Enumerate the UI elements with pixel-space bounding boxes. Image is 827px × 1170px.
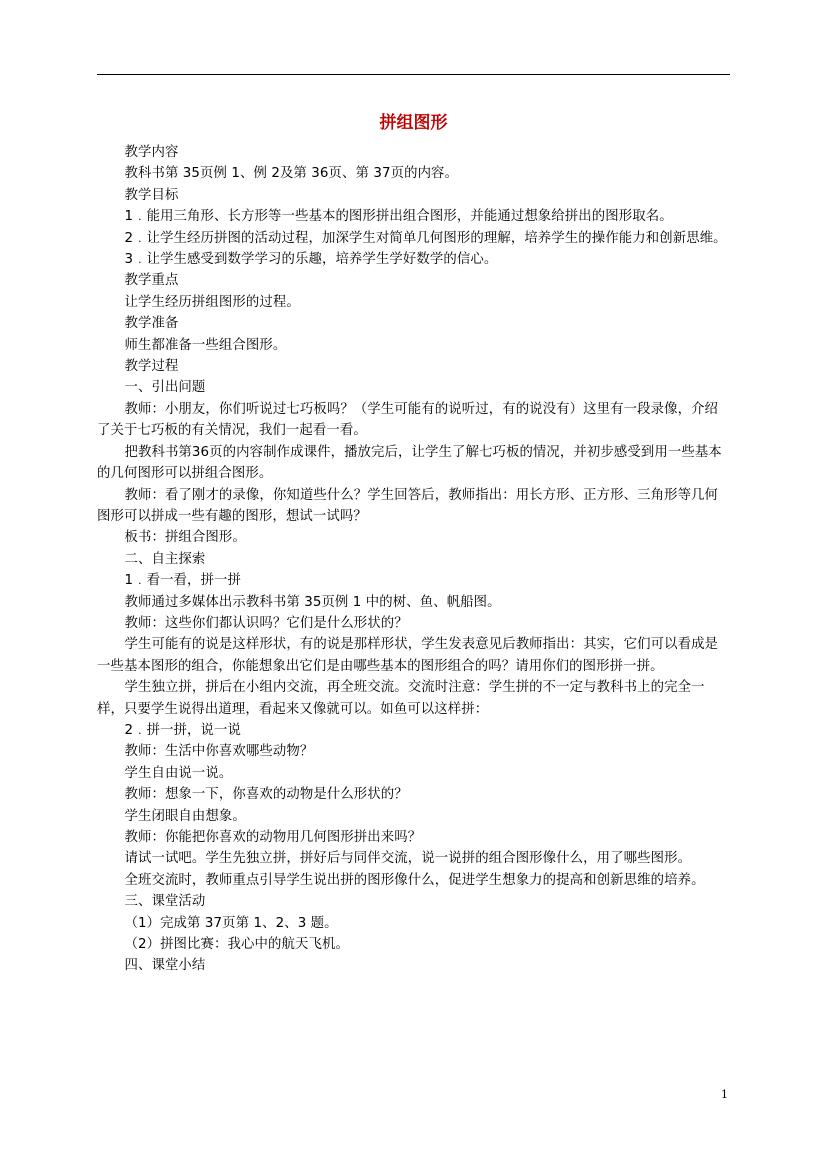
paragraph: 教师：看了刚才的录像，你知道些什么？学生回答后，教师指出：用长方形、正方形、三角形等几何图形可以拼成一些有趣的图形，想试一试吗？ — [97, 487, 719, 524]
paragraph: 教师：小朋友，你们听说过七巧板吗？（学生可能有的说听过，有的说没有）这里有一段录像，介绍了关于七巧板的有关情况，我们一起看一看。 — [97, 401, 719, 439]
paragraph: 三、课堂活动 — [124, 894, 206, 910]
header-rule — [97, 74, 730, 75]
paragraph: 学生可能有的说是这样形状，有的说是那样形状，学生发表意见后教师指出：其实，它们可以看成是一些基本图形的组合，你能想象出它们是由哪些基本的图形组合的吗？请用你们的图形拼一拼。 — [97, 637, 719, 674]
page-number: 1 — [721, 1088, 728, 1101]
paragraph: 请试一试吧。学生先独立拼，拼好后与同伴交流，说一说拼的组合图形像什么，用了哪些图形。 — [124, 851, 692, 867]
paragraph: 1﹒看一看，拼一拼 — [124, 573, 242, 589]
paragraph: 教师：生活中你喜欢哪些动物？ — [124, 744, 314, 760]
paragraph: 全班交流时，教师重点引导学生说出拼的图形像什么，促进学生想象力的提高和创新思维的培养。 — [124, 872, 705, 888]
paragraph: 学生闭眼自由想象。 — [124, 808, 246, 824]
paragraph: 学生独立拼，拼后在小组内交流，再全班交流。交流时注意：学生拼的不一定与教科书上的完全一样，只要学生说得出道理，看起来又像就可以。如鱼可以这样拼： — [97, 680, 705, 717]
paragraph: 3﹒让学生感受到数学学习的乐趣，培养学生学好数学的信心。 — [124, 252, 498, 268]
paragraph: 教学重点 — [124, 273, 179, 289]
paragraph: 板书：拼组合图形。 — [124, 530, 246, 546]
paragraph: 师生都准备一些组合图形。 — [124, 337, 287, 353]
paragraph: 教学目标 — [124, 187, 179, 203]
paragraph: 教学内容 — [124, 145, 179, 160]
paragraph: 学生自由说一说。 — [124, 765, 233, 781]
paragraph: （1）完成第 37页第 1、2、3 题。 — [124, 915, 338, 931]
paragraph: 让学生经历拼组图形的过程。 — [124, 294, 300, 310]
document-title: 拼组图形 — [379, 113, 448, 133]
paragraph: 教师通过多媒体出示教科书第 35页例 1 中的树、鱼、帆船图。 — [124, 594, 501, 610]
paragraph: 教学过程 — [124, 359, 179, 375]
paragraph: 2﹒让学生经历拼图的活动过程，加深学生对简单几何图形的理解，培养学生的操作能力和创新思维。 — [124, 230, 727, 246]
paragraph: 教师：这些你们都认识吗？它们是什么形状的？ — [124, 615, 408, 631]
paragraph: 教科书第 35页例 1、例 2及第 36页、第 37页的内容。 — [124, 166, 459, 182]
paragraph: （2）拼图比赛：我心中的航天飞机。 — [124, 937, 349, 953]
document-body — [97, 142, 730, 977]
paragraph: 四、课堂小结 — [124, 958, 206, 974]
paragraph: 教师：你能把你喜欢的动物用几何图形拼出来吗？ — [124, 830, 422, 845]
paragraph: 一、引出问题 — [124, 380, 206, 396]
paragraph: 二、自主探索 — [124, 551, 206, 567]
paragraph: 2﹒拼一拼，说一说 — [124, 722, 242, 738]
paragraph: 教学准备 — [124, 316, 179, 332]
paragraph: 把教科书第36页的内容制作成课件，播放完后，让学生了解七巧板的情况，并初步感受到用一些基本的几何图形可以拼组合图形。 — [97, 444, 722, 482]
paragraph: 教师：想象一下，你喜欢的动物是什么形状的？ — [124, 787, 408, 803]
paragraph: 1﹒能用三角形、长方形等一些基本的图形拼出组合图形，并能通过想象给拼出的图形取名。 — [124, 209, 673, 225]
